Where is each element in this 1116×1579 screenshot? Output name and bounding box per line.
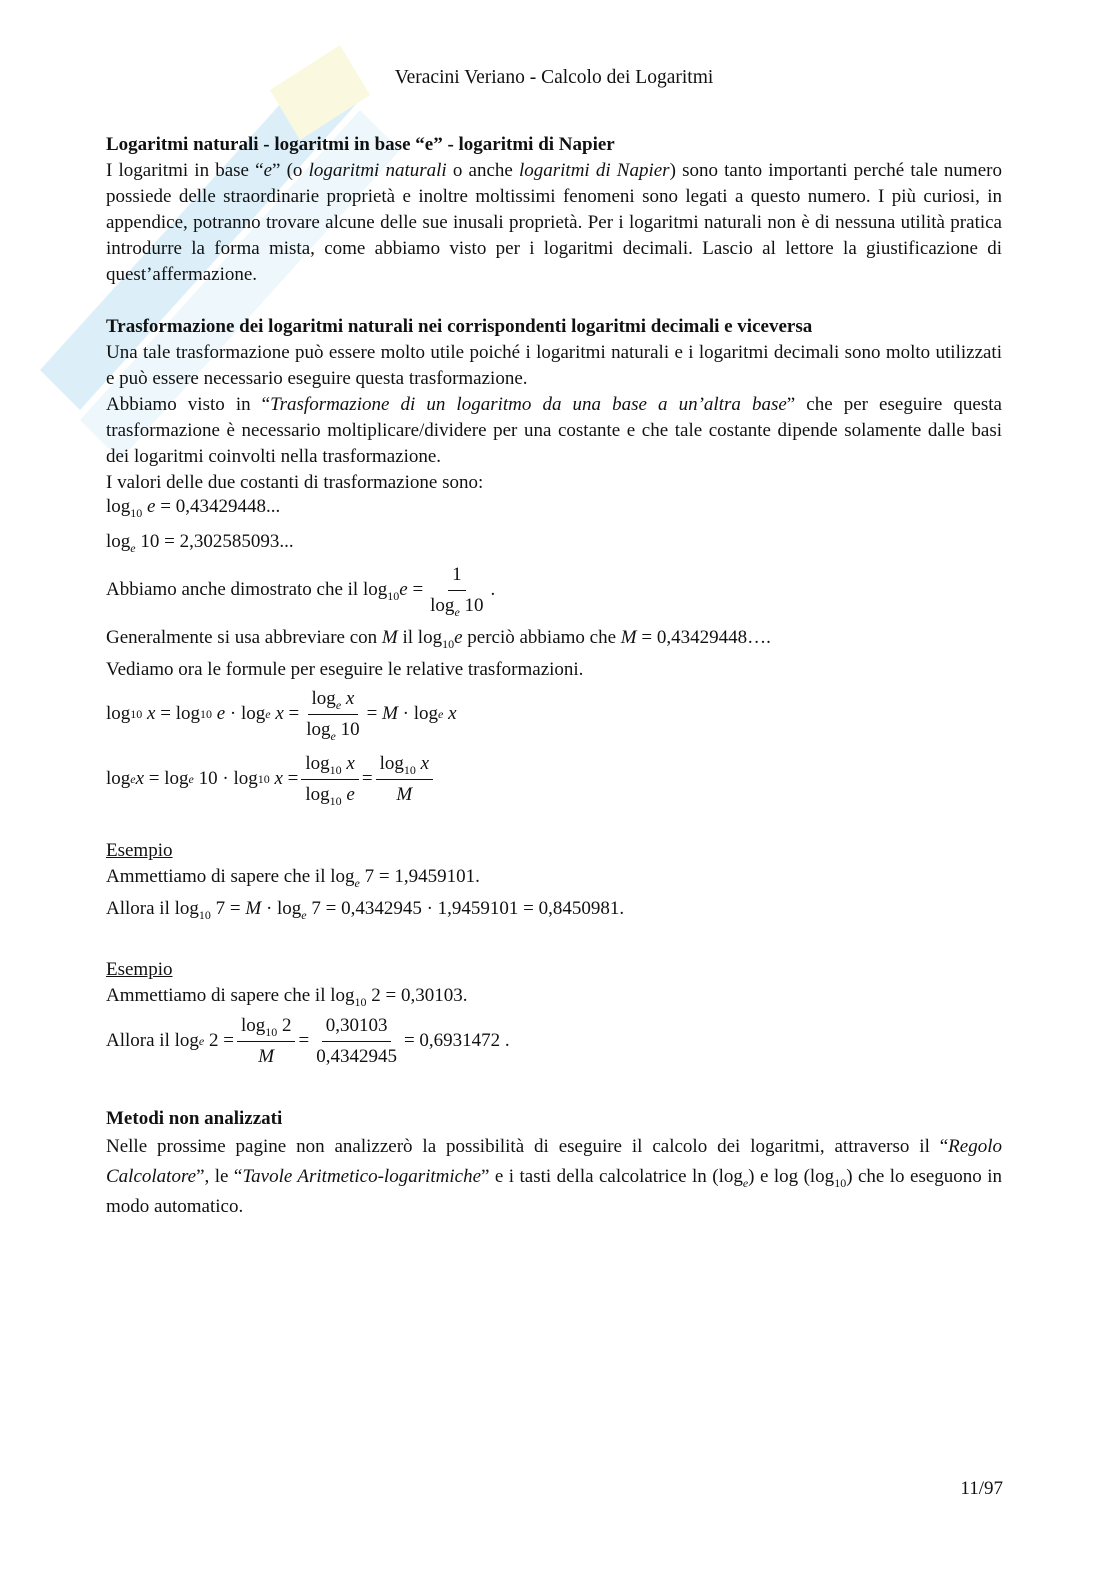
text: perciò abbiamo che (467, 627, 617, 648)
formula-loge-10: $\log_e 10 = 2,302585093$... (106, 531, 294, 555)
fraction-denominator (301, 780, 358, 808)
text: ) e (748, 1166, 769, 1187)
math-var: M (620, 627, 637, 648)
fraction-denominator (302, 715, 363, 743)
paragraph (106, 158, 1002, 288)
math-log: log (718, 1166, 743, 1187)
example-1 (106, 838, 1002, 922)
text: Allora il (106, 1030, 170, 1051)
constant-value: 2,302585093... (179, 531, 294, 552)
text-italic: logaritmi di Napier (518, 160, 670, 181)
text-italic: e (263, 160, 273, 181)
math-num: 10 (464, 594, 484, 616)
math-expr: $\log_{10}e$ = (362, 579, 424, 603)
math-log: log (330, 866, 355, 887)
fraction (302, 686, 363, 743)
fraction-numerator (301, 751, 358, 780)
fraction (312, 1013, 401, 1070)
text-italic: logaritmi naturali (308, 160, 447, 181)
math-log: log (106, 496, 131, 517)
line-generalmente: Generalmente si usa abbreviare con M il $\log_{10}e$ perciò abbiamo che M = 0,43429448…. (106, 627, 771, 651)
math-log: log (413, 703, 439, 724)
math-sub: e (354, 876, 360, 890)
math-sub: 10 (354, 995, 367, 1009)
math-log: log (417, 627, 443, 648)
text: o anche (446, 160, 519, 181)
math-log: log (311, 687, 336, 709)
section-heading: Trasformazione dei logaritmi naturali nei corrispondenti logaritmi decimali e viceversa (106, 316, 813, 337)
result-value: 0,8450981 (538, 898, 620, 919)
paragraph (106, 392, 1002, 470)
math-var: x (147, 703, 156, 724)
fraction-denominator (426, 591, 487, 619)
math-log: log (106, 703, 131, 724)
text: ” che per eseguire questa trasformazione è necessario moltiplicare/dividere per una costante e che tale costante dipende solamente dalle basi dei logaritmi coinvolti nella trasformazione. (106, 394, 1002, 467)
fraction (301, 751, 358, 808)
math-sub: 10 (387, 589, 400, 603)
math-sub: 10 (442, 637, 455, 651)
fraction-numerator: 0,30103 (322, 1013, 392, 1042)
math-num: 10 (140, 531, 160, 552)
math-log: log (233, 768, 258, 789)
text: ” (o (272, 160, 309, 181)
result-value: 0,6931472 (419, 1030, 501, 1051)
math-log: log (430, 594, 455, 616)
section-methods (106, 1106, 1002, 1222)
math-sub: e (330, 728, 336, 743)
math-sub: e (301, 908, 307, 922)
math-sub: e (335, 697, 342, 712)
paragraph: Vediamo ora le formule per eseguire le relative trasformazioni. (106, 659, 584, 680)
math-num: 2 (371, 985, 381, 1006)
text: ”, le “ (196, 1166, 243, 1187)
text: Allora il (106, 898, 170, 919)
math-var: x (275, 703, 284, 724)
fraction (237, 1013, 296, 1070)
math-sub: 10 (329, 762, 342, 777)
math-var: M (382, 703, 398, 724)
math-var: M (245, 898, 262, 919)
constant-value: 0,43429448... (175, 496, 281, 517)
math-log: log (240, 1014, 266, 1036)
text-italic: Tavole Aritmetico-logaritmiche (242, 1166, 482, 1187)
formula-loge-x: log e x = log e 10 · log 10 x = $\frac{\log_{10} x}{\log_{10} e}$ = $\frac{\log_{10} x}{M}$ (106, 749, 1002, 809)
math-log: log (106, 531, 131, 552)
example-line: Allora il log e 2 = $\frac{\log_{10} 2}{M}$ = $\frac{0,30103}{0,4342945}$ = 0,6931472 . (106, 1009, 1002, 1073)
text: Abbiamo anche dimostrato che il (106, 579, 359, 600)
math-log: log (305, 752, 330, 774)
example-line: Allora il $\log_{10} 7 = M \cdot \log_e 7 = 0,4342945 \cdot 1,9459101 = 0,8450981$. (106, 898, 625, 922)
math-log: log (164, 768, 189, 789)
math-sub: e (130, 541, 136, 555)
example-2 (106, 957, 1002, 1073)
fraction-numerator (237, 1013, 296, 1042)
math-log: log (174, 898, 199, 919)
fraction (376, 751, 433, 808)
constant-value: 0,43429448…. (656, 627, 771, 648)
fraction-numerator (376, 751, 433, 780)
math-num: 7 (311, 898, 321, 919)
text: Abbiamo visto in “ (106, 394, 271, 415)
math-log: log (106, 768, 131, 789)
math-sub: 10 (834, 1176, 847, 1190)
math-num: 7 (215, 898, 226, 919)
paragraph: I valori delle due costanti di trasformazione sono: (106, 472, 484, 493)
fraction-numerator: 1 (448, 562, 466, 591)
math-log: log (330, 985, 355, 1006)
text: I logaritmi in base “ (106, 160, 264, 181)
math-var: x (346, 752, 355, 774)
math-var: x (345, 687, 355, 709)
fraction-denominator: M (396, 783, 413, 805)
page-header: Veracini Veriano - Calcolo dei Logaritmi (394, 67, 714, 88)
math-var: x (420, 752, 430, 774)
example-line: Ammettiamo di sapere che il $\log_e 7 = 1,9459101$. (106, 866, 480, 890)
formula-log10-e: $\log_{10} e = 0,43429448$... (106, 496, 281, 520)
math-log: log (175, 703, 200, 724)
math-log: log (306, 718, 331, 740)
paragraph (106, 1132, 1002, 1222)
example-title: Esempio (106, 959, 173, 980)
section-transformation (106, 314, 1002, 496)
text: il (402, 627, 414, 648)
math-var: x (135, 768, 145, 789)
text-italic: Regolo Calcolatore (106, 1136, 1002, 1187)
math-num: 10 (198, 768, 218, 789)
section-natural-logs (106, 132, 1002, 288)
math-sub: 10 (265, 1024, 278, 1039)
text: ” e i tasti della calcolatrice ln ( (481, 1166, 719, 1187)
math-var: e (346, 783, 355, 805)
section-heading: Metodi non analizzati (106, 1108, 283, 1129)
math-sub: 10 (198, 908, 211, 922)
math-sub: 10 (130, 506, 143, 520)
fraction (426, 562, 487, 619)
fraction-numerator (308, 686, 359, 715)
math-log: log (379, 752, 404, 774)
text: ) sono tanto importanti perché tale numero possiede delle straordinarie proprietà e inoltre moltissimi fenomeni sono legati a questo numero. I più curiosi, in appendice, potranno trovare alcune delle sue inusali proprietà. Per i logaritmi naturali non è di nessuna utilità pratica introdurre la forma mista, come abbiamo visto per i logaritmi decimali. Lascio al lettore la giustificazione di quest’affermazione. (106, 160, 1002, 285)
text: Generalmente si usa abbreviare con (106, 627, 378, 648)
text: Nelle prossime pagine non analizzerò la possibilità di eseguire il calcolo dei logaritmi, attraverso il “ (106, 1136, 949, 1157)
paragraph: Una tale trasformazione può essere molto utile poiché i logaritmi naturali e i logaritmi decimali sono molto utilizzati e può essere necessario eseguire questa trasformazione. (106, 342, 1002, 389)
formula-log10-x: log 10 x = log 10 e · log e x = $\frac{\log_e x}{\log_e 10}$ = M · log e x (106, 687, 457, 743)
math-sub: 10 (403, 762, 416, 777)
text: Ammettiamo di sapere che il (106, 866, 326, 887)
math-var: e (147, 496, 156, 517)
math-num: 2 (281, 1014, 292, 1036)
example-line: Ammettiamo di sapere che il $\log_{10} 2 = 0,30103$. (106, 985, 468, 1009)
math-sub: 10 (329, 793, 342, 808)
math-log: log (240, 703, 266, 724)
math-sub: e (454, 604, 460, 619)
math-sub: e (742, 1176, 749, 1190)
math-log: log (174, 1030, 199, 1051)
math-var: e (454, 627, 463, 648)
math-var: M (381, 627, 398, 648)
value: 0,30103 (400, 985, 463, 1006)
math-num: 10 (340, 718, 360, 740)
text-italic: Trasformazione di un logaritmo da una base a un’altra base (270, 394, 787, 415)
page-number: 11/97 (960, 1478, 1003, 1499)
math-log: log (277, 898, 302, 919)
math-var: x (274, 768, 283, 789)
value: 1,9459101 (394, 866, 476, 887)
text: log ( (773, 1166, 810, 1187)
math-num: 7 (364, 866, 375, 887)
value: 1,9459101 (437, 898, 519, 919)
example-title: Esempio (106, 840, 173, 861)
text: ) che lo eseguono in modo automatico. (106, 1166, 1003, 1217)
math-log: log (305, 783, 330, 805)
value: 0,4342945 (341, 898, 422, 919)
section-heading: Logaritmi naturali - logaritmi in base “e” - logaritmi di Napier (106, 134, 615, 155)
text: Ammettiamo di sapere che il (106, 985, 326, 1006)
fraction-denominator: M (258, 1045, 275, 1067)
math-var: x (448, 703, 457, 724)
math-log: log (809, 1166, 835, 1187)
fraction-denominator: 0,4342945 (316, 1045, 397, 1067)
formula-dimostrato: Abbiamo anche dimostrato che il $\log_{10}e$ = $\frac{1}{\log_e 10}$ . (106, 563, 496, 619)
math-log: log (362, 579, 388, 600)
math-num: 2 (208, 1030, 219, 1051)
math-var: e (216, 703, 226, 724)
math-var: e (399, 579, 408, 600)
